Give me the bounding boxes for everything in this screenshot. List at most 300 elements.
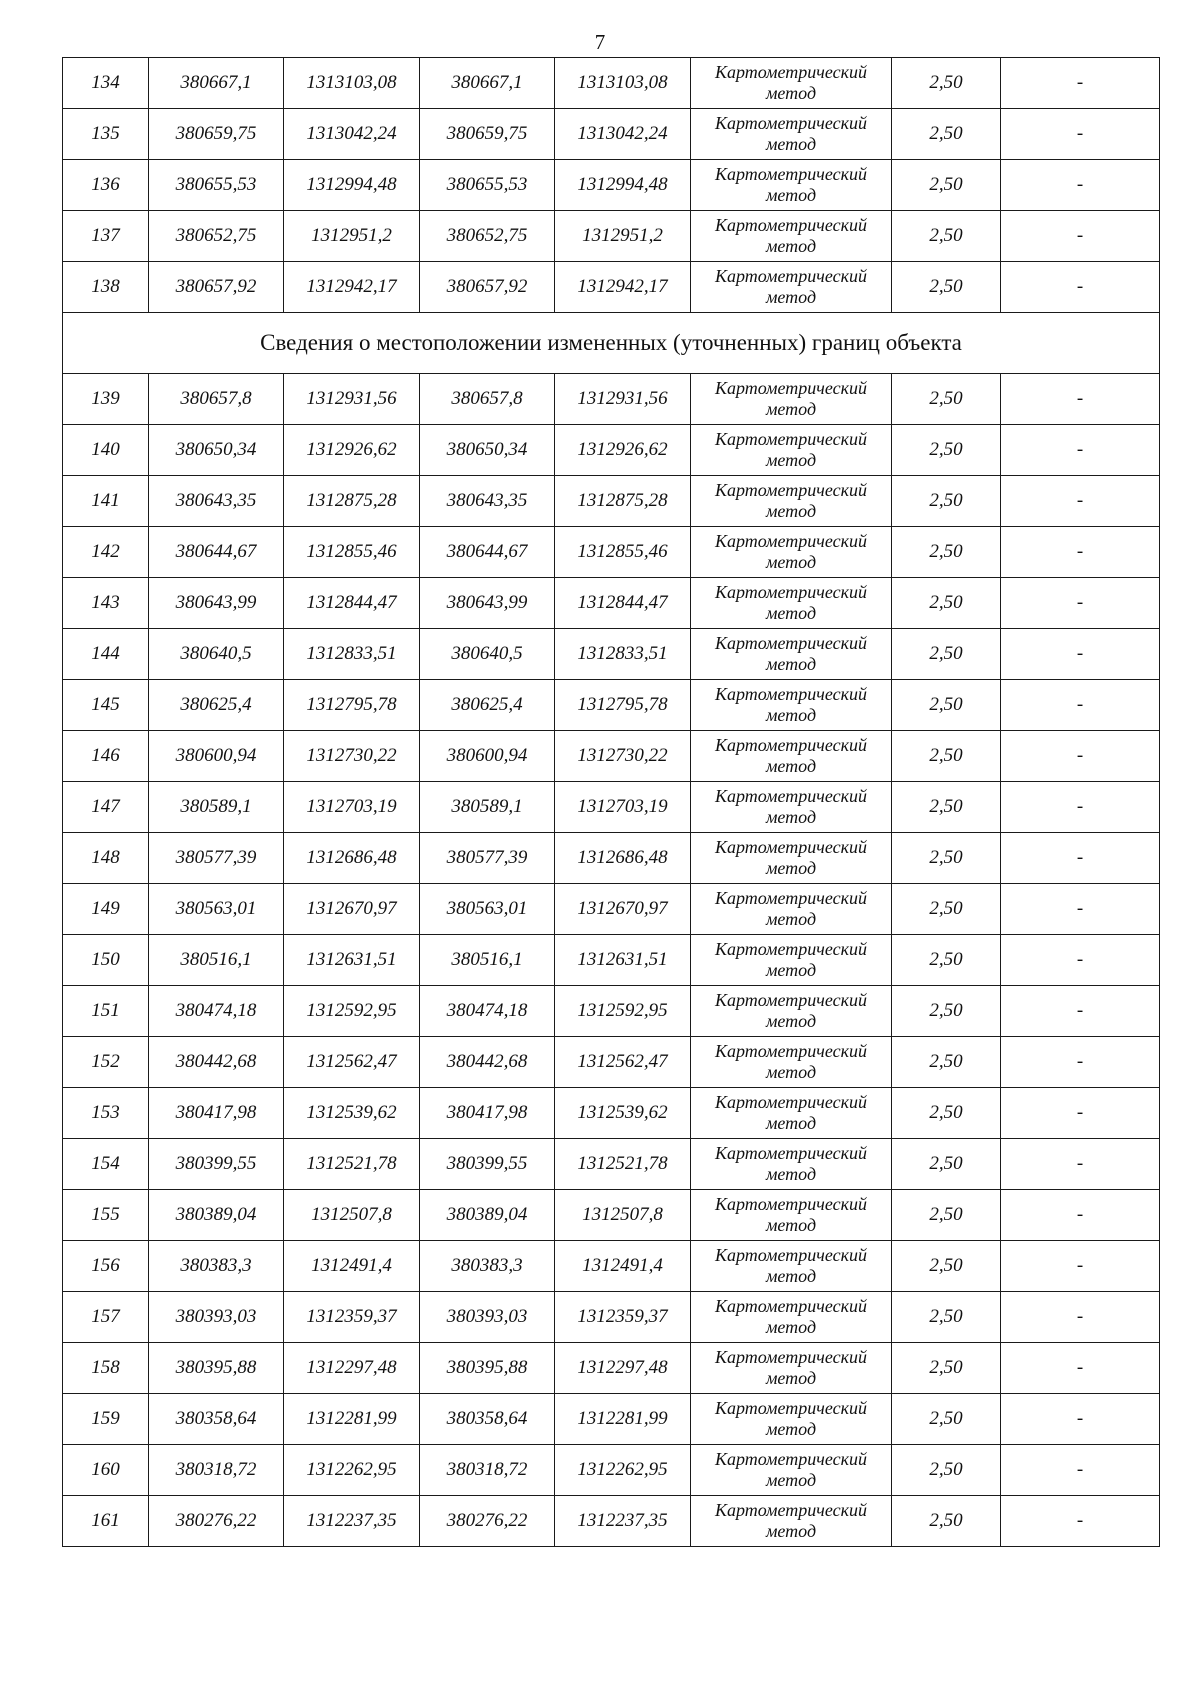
accuracy-cell: 2,50 <box>892 1292 1001 1343</box>
note-cell: - <box>1001 935 1160 986</box>
method-line-1: Картометрический <box>714 786 867 806</box>
accuracy-cell: 2,50 <box>892 374 1001 425</box>
accuracy-cell: 2,50 <box>892 629 1001 680</box>
method-line-2: метод <box>765 1164 817 1184</box>
method-line-1: Картометрический <box>714 164 867 184</box>
table-row <box>63 833 1160 884</box>
refined-y-cell: 1312703,19 <box>555 782 691 833</box>
point-number-cell: 152 <box>63 1037 149 1088</box>
existing-y-cell: 1312703,19 <box>284 782 420 833</box>
refined-y-cell: 1312844,47 <box>555 578 691 629</box>
existing-x-cell: 380640,5 <box>149 629 284 680</box>
note-cell: - <box>1001 211 1160 262</box>
method-line-2: метод <box>765 1113 817 1133</box>
method-line-1: Картометрический <box>714 1092 867 1112</box>
table-row <box>63 680 1160 731</box>
point-number-cell: 148 <box>63 833 149 884</box>
method-line-1: Картометрический <box>714 1245 867 1265</box>
method-cell <box>691 58 892 109</box>
method-line-2: метод <box>765 1368 817 1388</box>
accuracy-cell: 2,50 <box>892 833 1001 884</box>
existing-y-cell: 1312262,95 <box>284 1445 420 1496</box>
refined-y-cell: 1312994,48 <box>555 160 691 211</box>
note-cell: - <box>1001 160 1160 211</box>
refined-y-cell: 1312855,46 <box>555 527 691 578</box>
table-row <box>63 58 1160 109</box>
note-cell: - <box>1001 1343 1160 1394</box>
method-line-1: Картометрический <box>714 215 867 235</box>
method-cell <box>691 262 892 313</box>
method-cell <box>691 527 892 578</box>
point-number-cell: 141 <box>63 476 149 527</box>
existing-x-cell: 380659,75 <box>149 109 284 160</box>
note-cell: - <box>1001 1292 1160 1343</box>
method-line-2: метод <box>765 1317 817 1337</box>
method-line-2: метод <box>765 1521 817 1541</box>
point-number-cell: 143 <box>63 578 149 629</box>
table-row <box>63 211 1160 262</box>
existing-x-cell: 380474,18 <box>149 986 284 1037</box>
method-cell <box>691 425 892 476</box>
method-line-2: метод <box>765 654 817 674</box>
accuracy-cell: 2,50 <box>892 425 1001 476</box>
existing-y-cell: 1312844,47 <box>284 578 420 629</box>
point-number-cell: 145 <box>63 680 149 731</box>
accuracy-cell: 2,50 <box>892 1445 1001 1496</box>
point-number-cell: 147 <box>63 782 149 833</box>
point-number-cell: 140 <box>63 425 149 476</box>
method-line-1: Картометрический <box>714 113 867 133</box>
method-line-2: метод <box>765 185 817 205</box>
method-line-1: Картометрический <box>714 266 867 286</box>
table-row <box>63 425 1160 476</box>
method-line-2: метод <box>765 1266 817 1286</box>
existing-x-cell: 380644,67 <box>149 527 284 578</box>
existing-y-cell: 1313103,08 <box>284 58 420 109</box>
point-number-cell: 155 <box>63 1190 149 1241</box>
method-line-2: метод <box>765 450 817 470</box>
existing-x-cell: 380667,1 <box>149 58 284 109</box>
method-line-1: Картометрический <box>714 684 867 704</box>
note-cell: - <box>1001 1394 1160 1445</box>
table-row <box>63 109 1160 160</box>
existing-x-cell: 380358,64 <box>149 1394 284 1445</box>
table-row <box>63 629 1160 680</box>
existing-y-cell: 1312795,78 <box>284 680 420 731</box>
existing-x-cell: 380625,4 <box>149 680 284 731</box>
method-line-1: Картометрический <box>714 378 867 398</box>
method-line-1: Картометрический <box>714 62 867 82</box>
refined-x-cell: 380600,94 <box>420 731 555 782</box>
existing-y-cell: 1312297,48 <box>284 1343 420 1394</box>
method-line-2: метод <box>765 1215 817 1235</box>
method-line-2: метод <box>765 287 817 307</box>
refined-x-cell: 380643,35 <box>420 476 555 527</box>
existing-x-cell: 380393,03 <box>149 1292 284 1343</box>
method-cell <box>691 1037 892 1088</box>
note-cell: - <box>1001 578 1160 629</box>
method-line-2: метод <box>765 399 817 419</box>
existing-y-cell: 1312631,51 <box>284 935 420 986</box>
note-cell: - <box>1001 262 1160 313</box>
refined-y-cell: 1312592,95 <box>555 986 691 1037</box>
refined-y-cell: 1312521,78 <box>555 1139 691 1190</box>
existing-x-cell: 380395,88 <box>149 1343 284 1394</box>
accuracy-cell: 2,50 <box>892 1343 1001 1394</box>
method-line-2: метод <box>765 858 817 878</box>
existing-x-cell: 380318,72 <box>149 1445 284 1496</box>
table-row <box>63 476 1160 527</box>
note-cell: - <box>1001 58 1160 109</box>
point-number-cell: 154 <box>63 1139 149 1190</box>
method-line-2: метод <box>765 83 817 103</box>
note-cell: - <box>1001 1088 1160 1139</box>
refined-y-cell: 1312297,48 <box>555 1343 691 1394</box>
method-cell <box>691 782 892 833</box>
table-row <box>63 1139 1160 1190</box>
existing-x-cell: 380417,98 <box>149 1088 284 1139</box>
table-row <box>63 1496 1160 1547</box>
point-number-cell: 159 <box>63 1394 149 1445</box>
refined-x-cell: 380667,1 <box>420 58 555 109</box>
note-cell: - <box>1001 1037 1160 1088</box>
accuracy-cell: 2,50 <box>892 109 1001 160</box>
note-cell: - <box>1001 884 1160 935</box>
refined-x-cell: 380589,1 <box>420 782 555 833</box>
refined-x-cell: 380395,88 <box>420 1343 555 1394</box>
accuracy-cell: 2,50 <box>892 1088 1001 1139</box>
method-line-2: метод <box>765 603 817 623</box>
note-cell: - <box>1001 1190 1160 1241</box>
method-line-2: метод <box>765 1011 817 1031</box>
method-cell <box>691 160 892 211</box>
refined-x-cell: 380652,75 <box>420 211 555 262</box>
method-line-1: Картометрический <box>714 1347 867 1367</box>
method-line-1: Картометрический <box>714 1449 867 1469</box>
method-line-1: Картометрический <box>714 429 867 449</box>
refined-y-cell: 1312931,56 <box>555 374 691 425</box>
existing-y-cell: 1312562,47 <box>284 1037 420 1088</box>
accuracy-cell: 2,50 <box>892 680 1001 731</box>
refined-x-cell: 380318,72 <box>420 1445 555 1496</box>
existing-y-cell: 1313042,24 <box>284 109 420 160</box>
table-row <box>63 782 1160 833</box>
refined-x-cell: 380643,99 <box>420 578 555 629</box>
existing-y-cell: 1312730,22 <box>284 731 420 782</box>
refined-x-cell: 380563,01 <box>420 884 555 935</box>
accuracy-cell: 2,50 <box>892 527 1001 578</box>
method-line-1: Картометрический <box>714 1296 867 1316</box>
point-number-cell: 146 <box>63 731 149 782</box>
refined-y-cell: 1312491,4 <box>555 1241 691 1292</box>
refined-y-cell: 1312875,28 <box>555 476 691 527</box>
method-line-2: метод <box>765 236 817 256</box>
existing-x-cell: 380652,75 <box>149 211 284 262</box>
refined-x-cell: 380442,68 <box>420 1037 555 1088</box>
table-row <box>63 1394 1160 1445</box>
refined-x-cell: 380659,75 <box>420 109 555 160</box>
method-line-1: Картометрический <box>714 633 867 653</box>
note-cell: - <box>1001 833 1160 884</box>
method-cell <box>691 1496 892 1547</box>
point-number-cell: 157 <box>63 1292 149 1343</box>
point-number-cell: 150 <box>63 935 149 986</box>
method-line-2: метод <box>765 1419 817 1439</box>
refined-y-cell: 1312562,47 <box>555 1037 691 1088</box>
method-cell <box>691 1394 892 1445</box>
table-row <box>63 262 1160 313</box>
method-line-1: Картометрический <box>714 480 867 500</box>
accuracy-cell: 2,50 <box>892 1394 1001 1445</box>
method-cell <box>691 109 892 160</box>
existing-x-cell: 380516,1 <box>149 935 284 986</box>
accuracy-cell: 2,50 <box>892 1037 1001 1088</box>
note-cell: - <box>1001 1241 1160 1292</box>
note-cell: - <box>1001 986 1160 1037</box>
method-line-1: Картометрический <box>714 1041 867 1061</box>
existing-y-cell: 1312875,28 <box>284 476 420 527</box>
method-cell <box>691 1445 892 1496</box>
existing-x-cell: 380657,92 <box>149 262 284 313</box>
accuracy-cell: 2,50 <box>892 1190 1001 1241</box>
refined-y-cell: 1312281,99 <box>555 1394 691 1445</box>
refined-y-cell: 1312833,51 <box>555 629 691 680</box>
method-cell <box>691 1241 892 1292</box>
refined-y-cell: 1313103,08 <box>555 58 691 109</box>
table-row <box>63 374 1160 425</box>
refined-x-cell: 380577,39 <box>420 833 555 884</box>
refined-y-cell: 1312926,62 <box>555 425 691 476</box>
point-number-cell: 134 <box>63 58 149 109</box>
point-number-cell: 151 <box>63 986 149 1037</box>
section-heading: Сведения о местоположении измененных (уточненных) границ объекта <box>63 313 1160 374</box>
coordinates-table <box>62 57 1160 1547</box>
table-row <box>63 1292 1160 1343</box>
existing-x-cell: 380657,8 <box>149 374 284 425</box>
accuracy-cell: 2,50 <box>892 986 1001 1037</box>
existing-y-cell: 1312670,97 <box>284 884 420 935</box>
method-line-2: метод <box>765 909 817 929</box>
existing-x-cell: 380383,3 <box>149 1241 284 1292</box>
existing-y-cell: 1312833,51 <box>284 629 420 680</box>
method-line-1: Картометрический <box>714 1194 867 1214</box>
method-cell <box>691 1139 892 1190</box>
method-cell <box>691 578 892 629</box>
note-cell: - <box>1001 476 1160 527</box>
table-row <box>63 731 1160 782</box>
note-cell: - <box>1001 374 1160 425</box>
note-cell: - <box>1001 1139 1160 1190</box>
table-row <box>63 527 1160 578</box>
method-cell <box>691 935 892 986</box>
method-cell <box>691 986 892 1037</box>
refined-y-cell: 1312942,17 <box>555 262 691 313</box>
note-cell: - <box>1001 425 1160 476</box>
existing-y-cell: 1312539,62 <box>284 1088 420 1139</box>
refined-x-cell: 380516,1 <box>420 935 555 986</box>
existing-y-cell: 1312491,4 <box>284 1241 420 1292</box>
method-cell <box>691 1190 892 1241</box>
accuracy-cell: 2,50 <box>892 262 1001 313</box>
existing-y-cell: 1312931,56 <box>284 374 420 425</box>
table-row <box>63 1190 1160 1241</box>
point-number-cell: 142 <box>63 527 149 578</box>
method-line-2: метод <box>765 1062 817 1082</box>
table-row <box>63 1088 1160 1139</box>
refined-x-cell: 380657,92 <box>420 262 555 313</box>
note-cell: - <box>1001 1445 1160 1496</box>
method-line-1: Картометрический <box>714 531 867 551</box>
method-line-1: Картометрический <box>714 888 867 908</box>
table-row <box>63 1241 1160 1292</box>
refined-y-cell: 1313042,24 <box>555 109 691 160</box>
refined-y-cell: 1312795,78 <box>555 680 691 731</box>
table-row <box>63 1037 1160 1088</box>
method-line-1: Картометрический <box>714 990 867 1010</box>
note-cell: - <box>1001 109 1160 160</box>
refined-x-cell: 380393,03 <box>420 1292 555 1343</box>
refined-y-cell: 1312539,62 <box>555 1088 691 1139</box>
accuracy-cell: 2,50 <box>892 1139 1001 1190</box>
existing-x-cell: 380589,1 <box>149 782 284 833</box>
refined-x-cell: 380276,22 <box>420 1496 555 1547</box>
method-cell <box>691 374 892 425</box>
existing-y-cell: 1312994,48 <box>284 160 420 211</box>
existing-y-cell: 1312507,8 <box>284 1190 420 1241</box>
refined-x-cell: 380644,67 <box>420 527 555 578</box>
point-number-cell: 156 <box>63 1241 149 1292</box>
existing-x-cell: 380577,39 <box>149 833 284 884</box>
refined-x-cell: 380417,98 <box>420 1088 555 1139</box>
accuracy-cell: 2,50 <box>892 578 1001 629</box>
method-cell <box>691 680 892 731</box>
method-line-2: метод <box>765 960 817 980</box>
existing-y-cell: 1312951,2 <box>284 211 420 262</box>
method-cell <box>691 211 892 262</box>
table-row <box>63 160 1160 211</box>
point-number-cell: 139 <box>63 374 149 425</box>
note-cell: - <box>1001 629 1160 680</box>
accuracy-cell: 2,50 <box>892 1496 1001 1547</box>
section-row <box>63 313 1160 374</box>
existing-y-cell: 1312521,78 <box>284 1139 420 1190</box>
refined-y-cell: 1312730,22 <box>555 731 691 782</box>
refined-x-cell: 380657,8 <box>420 374 555 425</box>
refined-x-cell: 380358,64 <box>420 1394 555 1445</box>
existing-x-cell: 380600,94 <box>149 731 284 782</box>
page-number: 7 <box>594 30 606 54</box>
existing-x-cell: 380389,04 <box>149 1190 284 1241</box>
point-number-cell: 137 <box>63 211 149 262</box>
table-body <box>63 58 1160 1547</box>
existing-y-cell: 1312592,95 <box>284 986 420 1037</box>
point-number-cell: 136 <box>63 160 149 211</box>
refined-y-cell: 1312951,2 <box>555 211 691 262</box>
accuracy-cell: 2,50 <box>892 731 1001 782</box>
method-cell <box>691 731 892 782</box>
method-line-2: метод <box>765 705 817 725</box>
note-cell: - <box>1001 1496 1160 1547</box>
point-number-cell: 135 <box>63 109 149 160</box>
method-cell <box>691 629 892 680</box>
method-cell <box>691 1292 892 1343</box>
accuracy-cell: 2,50 <box>892 782 1001 833</box>
existing-x-cell: 380563,01 <box>149 884 284 935</box>
accuracy-cell: 2,50 <box>892 211 1001 262</box>
existing-y-cell: 1312281,99 <box>284 1394 420 1445</box>
existing-x-cell: 380650,34 <box>149 425 284 476</box>
accuracy-cell: 2,50 <box>892 476 1001 527</box>
method-cell <box>691 884 892 935</box>
method-line-2: метод <box>765 756 817 776</box>
table-row <box>63 1445 1160 1496</box>
existing-x-cell: 380442,68 <box>149 1037 284 1088</box>
method-cell <box>691 833 892 884</box>
existing-y-cell: 1312855,46 <box>284 527 420 578</box>
method-line-1: Картометрический <box>714 1398 867 1418</box>
point-number-cell: 138 <box>63 262 149 313</box>
method-line-1: Картометрический <box>714 1143 867 1163</box>
existing-y-cell: 1312926,62 <box>284 425 420 476</box>
refined-x-cell: 380640,5 <box>420 629 555 680</box>
accuracy-cell: 2,50 <box>892 160 1001 211</box>
method-cell <box>691 476 892 527</box>
method-line-2: метод <box>765 1470 817 1490</box>
accuracy-cell: 2,50 <box>892 1241 1001 1292</box>
note-cell: - <box>1001 527 1160 578</box>
point-number-cell: 160 <box>63 1445 149 1496</box>
existing-y-cell: 1312686,48 <box>284 833 420 884</box>
refined-x-cell: 380655,53 <box>420 160 555 211</box>
method-line-2: метод <box>765 134 817 154</box>
method-line-1: Картометрический <box>714 939 867 959</box>
method-line-1: Картометрический <box>714 582 867 602</box>
method-cell <box>691 1088 892 1139</box>
accuracy-cell: 2,50 <box>892 935 1001 986</box>
method-line-2: метод <box>765 501 817 521</box>
refined-y-cell: 1312631,51 <box>555 935 691 986</box>
table-row <box>63 1343 1160 1394</box>
refined-x-cell: 380650,34 <box>420 425 555 476</box>
existing-y-cell: 1312237,35 <box>284 1496 420 1547</box>
refined-y-cell: 1312686,48 <box>555 833 691 884</box>
point-number-cell: 144 <box>63 629 149 680</box>
refined-y-cell: 1312507,8 <box>555 1190 691 1241</box>
existing-x-cell: 380655,53 <box>149 160 284 211</box>
method-line-1: Картометрический <box>714 1500 867 1520</box>
existing-x-cell: 380643,99 <box>149 578 284 629</box>
refined-x-cell: 380399,55 <box>420 1139 555 1190</box>
note-cell: - <box>1001 782 1160 833</box>
refined-x-cell: 380389,04 <box>420 1190 555 1241</box>
existing-y-cell: 1312359,37 <box>284 1292 420 1343</box>
refined-y-cell: 1312670,97 <box>555 884 691 935</box>
table-row <box>63 578 1160 629</box>
note-cell: - <box>1001 731 1160 782</box>
existing-x-cell: 380276,22 <box>149 1496 284 1547</box>
method-line-1: Картометрический <box>714 735 867 755</box>
existing-y-cell: 1312942,17 <box>284 262 420 313</box>
refined-y-cell: 1312237,35 <box>555 1496 691 1547</box>
refined-x-cell: 380383,3 <box>420 1241 555 1292</box>
accuracy-cell: 2,50 <box>892 884 1001 935</box>
table-row <box>63 935 1160 986</box>
point-number-cell: 161 <box>63 1496 149 1547</box>
existing-x-cell: 380399,55 <box>149 1139 284 1190</box>
table-row <box>63 986 1160 1037</box>
refined-y-cell: 1312359,37 <box>555 1292 691 1343</box>
point-number-cell: 149 <box>63 884 149 935</box>
